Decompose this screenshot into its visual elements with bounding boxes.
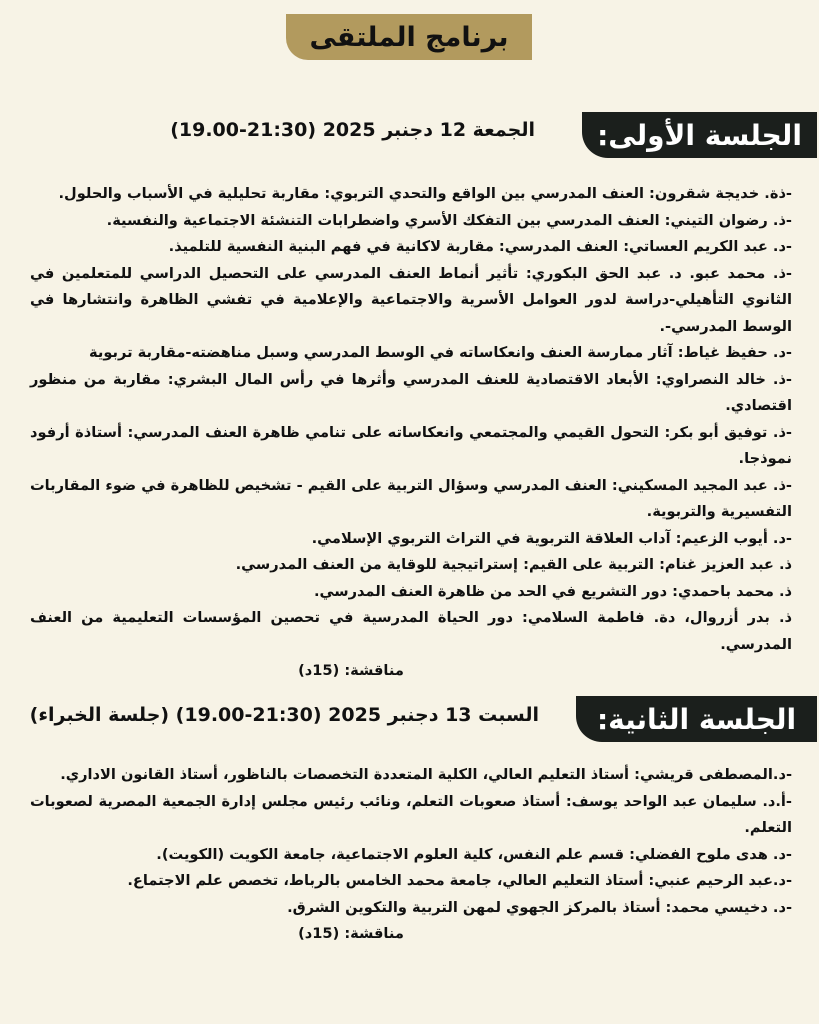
list-item: ذ. عبد العزيز غنام: التربية على القيم: إستراتيجية للوقاية من العنف المدرسي. [235, 556, 792, 573]
list-item: -د. عبد الكريم العساتي: العنف المدرسي: مقاربة لاكانية في فهم البنية النفسية للتلميذ. [168, 238, 792, 255]
session-2-date: السبت 13 دجنبر 2025 (21:30-19.00) (جلسة الخبراء) [29, 704, 539, 726]
session-2-discussion: مناقشة: (15د) [298, 925, 404, 942]
session-1-list [30, 181, 792, 685]
program-title-banner [286, 14, 532, 60]
session-2-list [30, 762, 792, 948]
list-item: -ذة. خديجة شقرون: العنف المدرسي بين الواقع والتحدي التربوي: مقاربة تحليلية في الأسباب والحلول. [58, 185, 792, 202]
session-1-label: الجلسة الأولى: [582, 112, 817, 158]
list-item: -ذ. عبد المجيد المسكيني: العنف المدرسي وسؤال التربية على القيم - تشخيص للظاهرة في ضوء المقاربات التفسيرية والتربوية. [30, 476, 792, 520]
program-title: برنامج الملتقى [309, 21, 509, 53]
list-item: -ذ. خالد النصراوي: الأبعاد الاقتصادية للعنف المدرسي وأثرها في رأس المال البشري: مقاربة من منظور اقتصادي. [30, 370, 792, 414]
list-item: ذ. بدر أزروال، دة. فاطمة السلامي: دور الحياة المدرسية في تحصين المؤسسات التعليمية من العنف المدرسي. [30, 609, 792, 653]
session-1-discussion: مناقشة: (15د) [298, 662, 404, 679]
list-item: -ذ. رضوان التيني: العنف المدرسي بين التفكك الأسري واضطرابات التنشئة الاجتماعية والنفسية. [106, 211, 792, 229]
list-item: -د.المصطفى قريشي: أستاذ التعليم العالي، الكلية المتعددة التخصصات بالناظور، أستاذ القانون الاداري. [60, 766, 792, 783]
list-item: -أ.د. سليمان عبد الواحد يوسف: أستاذ صعوبات التعلم، ونائب رئيس مجلس إدارة الجمعية المصرية لصعوبات التعلم. [30, 792, 792, 836]
session-1-date: الجمعة 12 دجنبر 2025 (21:30-19.00) [170, 119, 535, 141]
list-item: -ذ. محمد عبو. د. عبد الحق البكوري: تأثير أنماط العنف المدرسي على التحصيل الدراسي للمتعلمين في الثانوي التأهيلي-دراسة لدور العوامل الأسرية والاجتماعية والإعلامية في تفشي الظاهرة وانتشارها في الوسط المدرسي-. [30, 264, 792, 335]
list-item: -د.عبد الرحيم عنبي: أستاذ التعليم العالي، جامعة محمد الخامس بالرباط، تخصص علم الاجتماع. [127, 872, 792, 889]
list-item: -ذ. توفيق أبو بكر: التحول القيمي والمجتمعي وانعكاساته على تنامي ظاهرة العنف المدرسي: أستاذة أرفود نموذجا. [30, 423, 792, 467]
session-2-label: الجلسة الثانية: [576, 696, 817, 742]
list-item: -د. هدى ملوح الفضلي: قسم علم النفس، كلية العلوم الاجتماعية، جامعة الكويت (الكويت). [156, 845, 792, 863]
list-item: -د. حفيظ غياط: آثار ممارسة العنف وانعكاساته في الوسط المدرسي وسبل مناهضته-مقاربة تربوية [89, 344, 792, 361]
list-item: -د. أيوب الزعيم: آداب العلاقة التربوية في التراث التربوي الإسلامي. [311, 529, 792, 547]
list-item: -د. دخيسي محمد: أستاذ بالمركز الجهوي لمهن التربية والتكوين الشرق. [287, 898, 792, 916]
list-item: ذ. محمد باحمدي: دور التشريع في الحد من ظاهرة العنف المدرسي. [313, 582, 792, 600]
